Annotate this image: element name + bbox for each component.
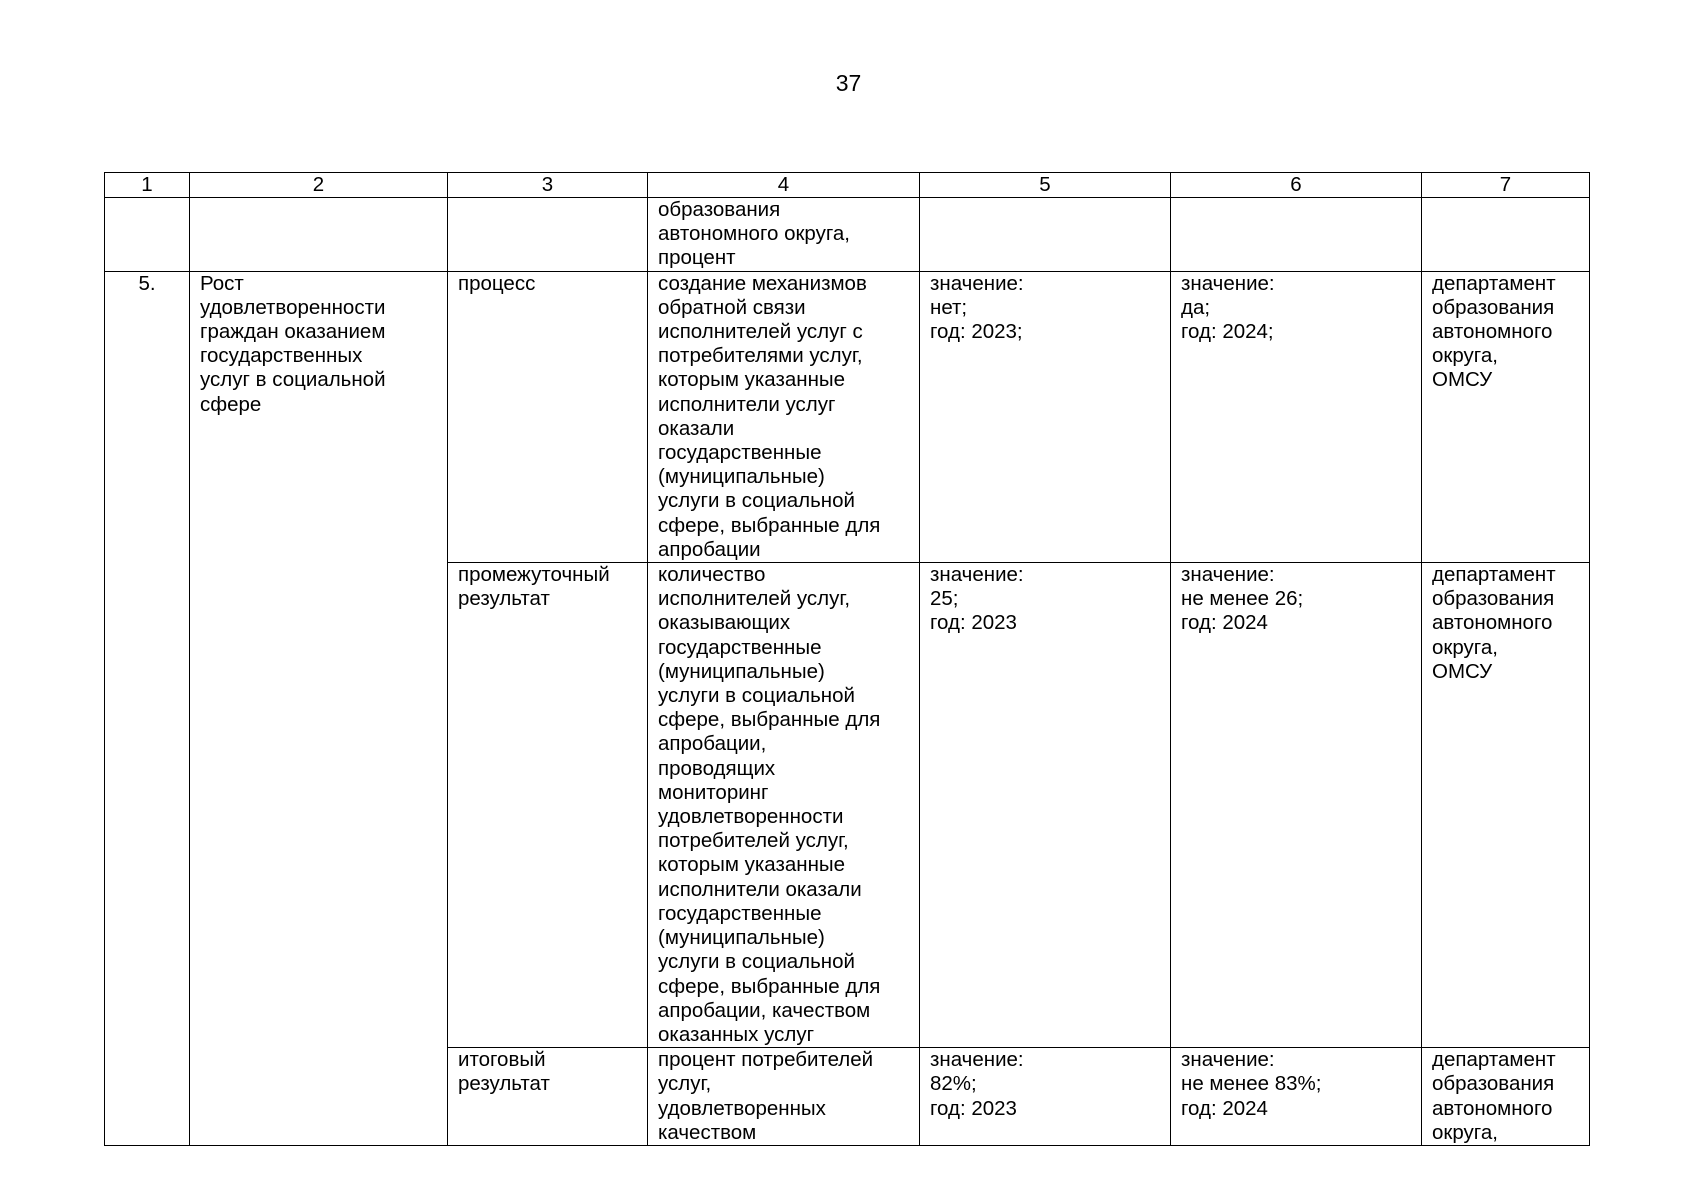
cell-line: департамент bbox=[1432, 563, 1556, 587]
table-row bbox=[105, 271, 1590, 562]
result-type-cell bbox=[448, 1048, 648, 1146]
cell-line: исполнители оказали bbox=[658, 877, 862, 901]
cell-line: Рост bbox=[200, 271, 244, 295]
cell-line: значение: bbox=[1181, 563, 1275, 587]
cell-line: промежуточный bbox=[458, 563, 610, 587]
cell-line: услуг в социальной bbox=[200, 368, 386, 392]
indicators-table bbox=[104, 172, 1590, 1146]
cell-line: услуги в социальной bbox=[658, 950, 855, 974]
column-number: 7 bbox=[1422, 173, 1590, 198]
continuation-row bbox=[105, 198, 1590, 272]
cell-line: (муниципальные) bbox=[658, 926, 825, 950]
cell-line: процент bbox=[658, 246, 736, 270]
cell-line: оказали bbox=[658, 416, 735, 440]
cell-line: значение: bbox=[1181, 1048, 1275, 1072]
column-number: 3 bbox=[448, 173, 648, 198]
cell-line: год: 2024 bbox=[1181, 1096, 1268, 1120]
cell-line: исполнителей услуг с bbox=[658, 320, 863, 344]
cell-line: апробации, bbox=[658, 732, 767, 756]
cell-line: исполнителей услуг, bbox=[658, 587, 851, 611]
cell-line: автономного bbox=[1432, 611, 1553, 635]
cell-line: процент потребителей bbox=[658, 1048, 874, 1072]
base-value-cell bbox=[920, 1048, 1171, 1146]
cell-line: услуги в социальной bbox=[658, 684, 855, 708]
cell-line: значение: bbox=[930, 271, 1024, 295]
target-value-cell bbox=[1171, 271, 1422, 562]
indicator-cell bbox=[648, 1048, 920, 1146]
cell-line: потребителями услуг, bbox=[658, 344, 863, 368]
result-type-cell bbox=[448, 563, 648, 1048]
row-number: 5. bbox=[105, 271, 190, 1145]
goal-name-cell bbox=[190, 271, 448, 1145]
cell-line: не менее 26; bbox=[1181, 587, 1304, 611]
cell-line: автономного bbox=[1432, 1096, 1553, 1120]
cell-line: образования bbox=[1432, 295, 1555, 319]
cell-line: результат bbox=[458, 587, 550, 611]
column-number-row bbox=[105, 173, 1590, 198]
indicator-cell bbox=[648, 271, 920, 562]
cell-line: государственные bbox=[658, 901, 822, 925]
page-number: 37 bbox=[835, 70, 862, 96]
cell-line: автономного округа, bbox=[658, 222, 850, 246]
cell-line: округа, bbox=[1432, 1120, 1498, 1144]
cell-line: не менее 83%; bbox=[1181, 1072, 1322, 1096]
target-value-cell bbox=[1171, 563, 1422, 1048]
cell-line: итоговый bbox=[458, 1048, 546, 1072]
cell-line: образования bbox=[1432, 1072, 1555, 1096]
cell-line: оказывающих bbox=[658, 611, 791, 635]
cell-line: обратной связи bbox=[658, 295, 806, 319]
responsible-cell bbox=[1422, 563, 1590, 1048]
column-number: 5 bbox=[920, 173, 1171, 198]
cell-line: год: 2024; bbox=[1181, 320, 1274, 344]
cell-line: которым указанные bbox=[658, 368, 846, 392]
cell-line: сфере, выбранные для bbox=[658, 974, 881, 998]
cell-line: сфере, выбранные для bbox=[658, 708, 881, 732]
target-value-cell bbox=[1171, 1048, 1422, 1146]
cell-line: год: 2023 bbox=[930, 611, 1017, 635]
responsible-cell bbox=[1422, 1048, 1590, 1146]
cell-line: год: 2024 bbox=[1181, 611, 1268, 635]
cell-line: (муниципальные) bbox=[658, 659, 825, 683]
indicator-cell bbox=[648, 198, 920, 272]
cell-line: 82%; bbox=[930, 1072, 977, 1096]
cell-line: удовлетворенности bbox=[658, 805, 844, 829]
responsible-cell bbox=[1422, 271, 1590, 562]
cell-line: год: 2023 bbox=[930, 1096, 1017, 1120]
cell-line: проводящих bbox=[658, 756, 776, 780]
cell-line: мониторинг bbox=[658, 780, 769, 804]
cell-line: государственные bbox=[658, 635, 822, 659]
cell-line: значение: bbox=[930, 1048, 1024, 1072]
cell-line: сфере, выбранные для bbox=[658, 513, 881, 537]
cell-line: качеством bbox=[658, 1120, 757, 1144]
cell-line: автономного bbox=[1432, 320, 1553, 344]
cell-line: сфере bbox=[200, 392, 262, 416]
cell-line: исполнители услуг bbox=[658, 392, 836, 416]
cell-line: результат bbox=[458, 1072, 550, 1096]
column-number: 2 bbox=[190, 173, 448, 198]
column-number: 4 bbox=[648, 173, 920, 198]
cell-line: департамент bbox=[1432, 1048, 1556, 1072]
cell-line: значение: bbox=[930, 563, 1024, 587]
cell-line: потребителей услуг, bbox=[658, 829, 849, 853]
cell-line: образования bbox=[1432, 587, 1555, 611]
cell-line: создание механизмов bbox=[658, 271, 867, 295]
cell-line: (муниципальные) bbox=[658, 465, 825, 489]
cell-line: апробации bbox=[658, 537, 761, 561]
cell-line: удовлетворенных bbox=[658, 1096, 826, 1120]
cell-line: количество bbox=[658, 563, 766, 587]
cell-line: оказанных услуг bbox=[658, 1022, 815, 1046]
cell-line: округа, bbox=[1432, 635, 1498, 659]
cell-line: округа, bbox=[1432, 344, 1498, 368]
cell-line: услуг, bbox=[658, 1072, 712, 1096]
cell-line: значение: bbox=[1181, 271, 1275, 295]
base-value-cell bbox=[920, 563, 1171, 1048]
cell-line: ОМСУ bbox=[1432, 659, 1493, 683]
cell-line: да; bbox=[1181, 295, 1211, 319]
cell-line: апробации, качеством bbox=[658, 998, 871, 1022]
column-number: 1 bbox=[105, 173, 190, 198]
cell-line: ОМСУ bbox=[1432, 368, 1493, 392]
indicator-cell bbox=[648, 563, 920, 1048]
cell-line: образования bbox=[658, 198, 781, 221]
base-value-cell bbox=[920, 271, 1171, 562]
cell-line: граждан оказанием bbox=[200, 320, 386, 344]
cell-line: процесс bbox=[458, 271, 536, 295]
cell-line: которым указанные bbox=[658, 853, 846, 877]
cell-line: год: 2023; bbox=[930, 320, 1023, 344]
column-number: 6 bbox=[1171, 173, 1422, 198]
cell-line: удовлетворенности bbox=[200, 295, 386, 319]
cell-line: департамент bbox=[1432, 271, 1556, 295]
cell-line: государственных bbox=[200, 344, 363, 368]
cell-line: услуги в социальной bbox=[658, 489, 855, 513]
cell-line: 25; bbox=[930, 587, 959, 611]
result-type-cell bbox=[448, 271, 648, 562]
cell-line: нет; bbox=[930, 295, 968, 319]
cell-line: государственные bbox=[658, 441, 822, 465]
